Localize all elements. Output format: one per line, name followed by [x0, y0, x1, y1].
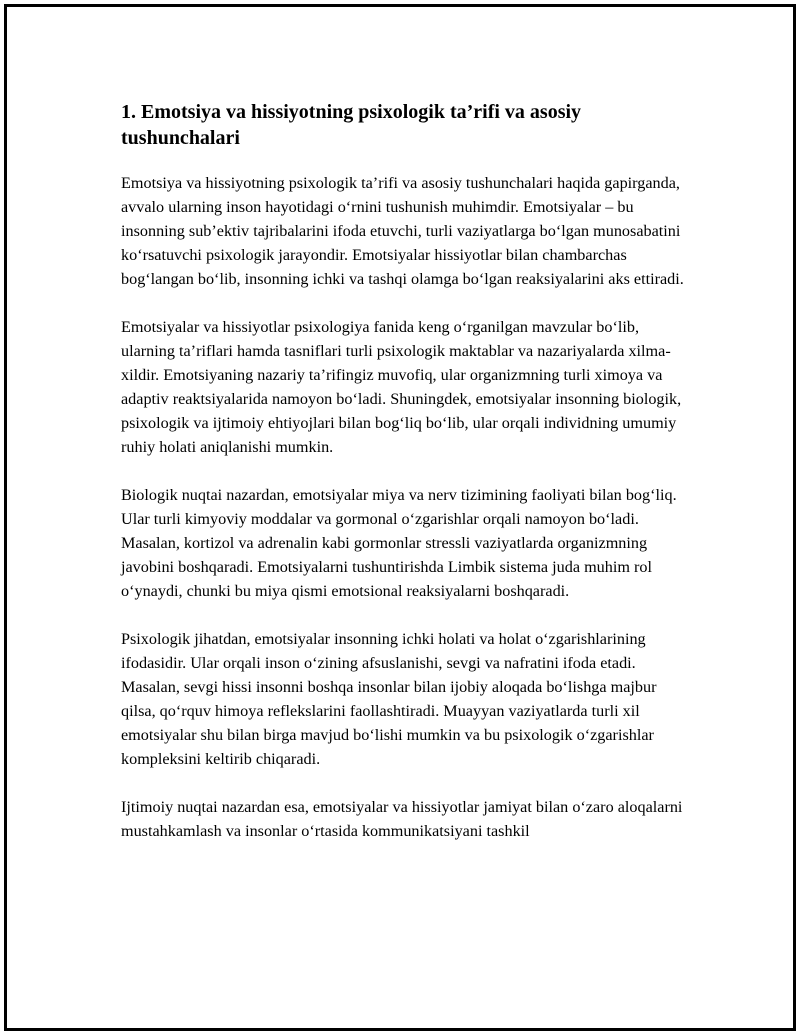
paragraph-4: Psixologik jihatdan, emotsiyalar insonning ichki holati va holat o‘zgarishlarining ifodasidir. Ular orqali inson o‘zining afsuslanishi, sevgi va nafratini ifoda etadi. Masalan, sevgi hissi insonni boshqa insonlar bilan ijobiy aloqada bo‘lishga majbur qilsa, qo‘rquv himoya reflekslarini faollashtiradi. Muayyan vaziyatlarda turli xil emotsiyalar shu bilan birga mavjud bo‘lishi mumkin va bu psixologik o‘zgarishlar kompleksini keltirib chiqaradi.: [121, 630, 657, 768]
paragraph-3: Biologik nuqtai nazardan, emotsiyalar miya va nerv tizimining faoliyati bilan bog‘liq. Ular turli kimyoviy moddalar va gormonal o‘zgarishlar orqali namoyon bo‘ladi. Masalan, kortizol va adrenalin kabi gormonlar stressli vaziyatlarda organizmning javobini boshqaradi. Emotsiyalarni tushuntirishda Limbik sistema juda muhim rol o‘ynaydi, chunki bu miya qismi emotsional reaksiyalarni boshqaradi.: [121, 486, 677, 600]
document-body: [121, 99, 691, 867]
paragraph-2: Emotsiyalar va hissiyotlar psixologiya fanida keng o‘rganilgan mavzular bo‘lib, ularning ta’riflari hamda tasniflari turli psixologik maktablar va nazariyalarda xilma-xildir. Emotsiyaning nazariy ta’rifingiz muvofiq, ular organizmning turli ximoya va adaptiv reaktsiyalarida namoyon bo‘ladi. Shuningdek, emotsiyalar insonning biologik, psixologik va ijtimoiy ehtiyojlari bilan bog‘liq bo‘lib, ular orqali individning umumiy ruhiy holati aniqlanishi mumkin.: [121, 318, 682, 456]
section-heading: 1. Emotsiya va hissiyotning psixologik ta’rifi va asosiy tushunchalari: [121, 101, 582, 149]
paragraph-5: Ijtimoiy nuqtai nazardan esa, emotsiyalar va hissiyotlar jamiyat bilan o‘zaro aloqalarni mustahkamlash va insonlar o‘rtasida kommunikatsiyani tashkil: [121, 798, 683, 840]
page-frame: [4, 4, 796, 1031]
paragraph-1: Emotsiya va hissiyotning psixologik ta’rifi va asosiy tushunchalari haqida gapirganda, avvalo ularning inson hayotidagi o‘rnini tushunish muhimdir. Emotsiyalar – bu insonning sub’ektiv tajribalarini ifoda etuvchi, turli vaziyatlarga bo‘lgan munosabatini ko‘rsatuvchi psixologik jarayondir. Emotsiyalar hissiyotlar bilan chambarchas bog‘langan bo‘lib, insonning ichki va tashqi olamga bo‘lgan reaksiyalarini aks ettiradi.: [121, 174, 684, 288]
